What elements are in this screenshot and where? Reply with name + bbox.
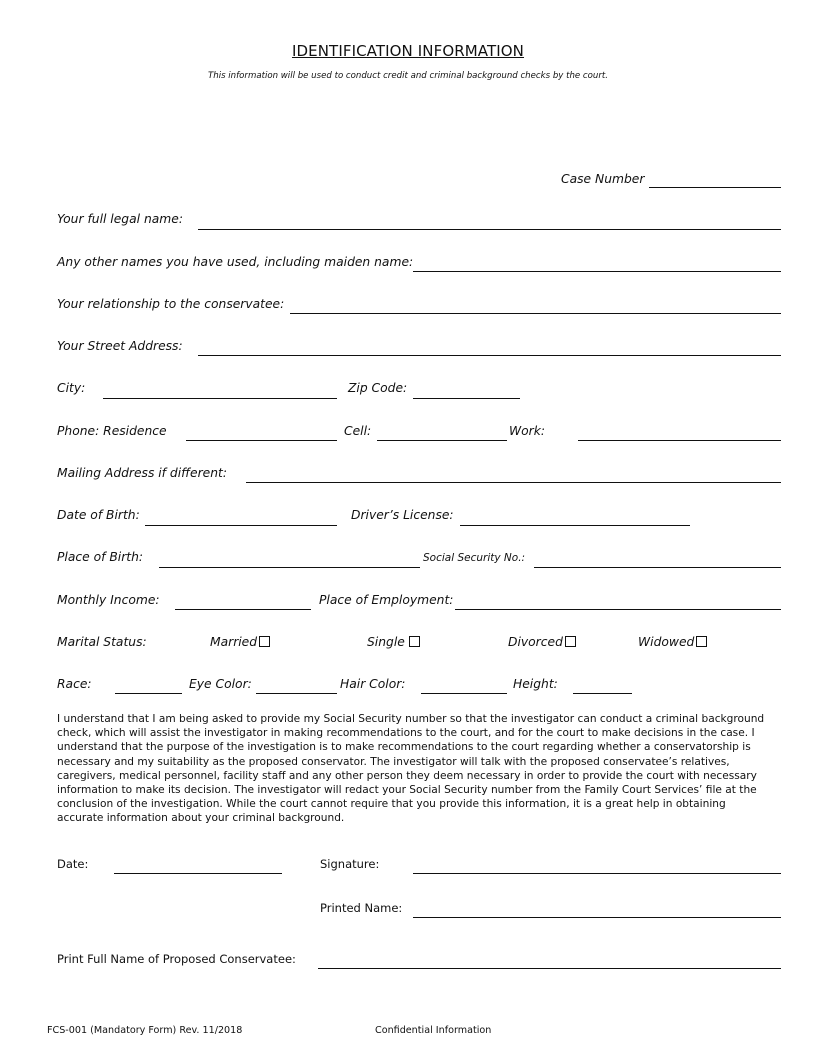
printed-name-label: Printed Name: xyxy=(320,901,403,915)
conservatee-name-label: Print Full Name of Proposed Conservatee: xyxy=(57,952,296,966)
street-address-label: Your Street Address: xyxy=(57,339,183,353)
city-field[interactable] xyxy=(103,398,337,399)
work-field[interactable] xyxy=(578,440,781,441)
form-id: FCS-001 (Mandatory Form) Rev. 11/2018 xyxy=(47,1025,243,1036)
city-label: City: xyxy=(57,381,86,395)
full-legal-name-label: Your full legal name: xyxy=(57,212,183,226)
zip-code-label: Zip Code: xyxy=(348,381,408,395)
relationship-label: Your relationship to the conservatee: xyxy=(57,297,285,311)
date-field[interactable] xyxy=(114,873,282,874)
height-label: Height: xyxy=(513,677,558,691)
other-names-label: Any other names you have used, including maiden name: xyxy=(57,255,414,269)
phone-residence-field[interactable] xyxy=(186,440,337,441)
place-of-birth-field[interactable] xyxy=(159,567,420,568)
single-label: Single xyxy=(367,635,405,649)
relationship-field[interactable] xyxy=(290,313,781,314)
single-checkbox[interactable] xyxy=(409,636,420,647)
social-security-label: Social Security No.: xyxy=(423,552,526,564)
married-label: Married xyxy=(210,635,258,649)
street-address-field[interactable] xyxy=(198,355,781,356)
printed-name-field[interactable] xyxy=(413,917,781,918)
mailing-address-label: Mailing Address if different: xyxy=(57,466,227,480)
drivers-license-label: Driver’s License: xyxy=(351,508,454,522)
married-option[interactable] xyxy=(210,635,270,649)
phone-residence-label: Phone: Residence xyxy=(57,424,167,438)
signature-label: Signature: xyxy=(320,857,380,871)
conservatee-name-field[interactable] xyxy=(318,968,781,969)
race-field[interactable] xyxy=(115,693,182,694)
disclaimer-paragraph: I understand that I am being asked to provide my Social Security number so that the investigator can conduct a criminal background check, which will assist the investigator in making recommendations to the court, and for the court to make decisions in the case. I understand that the purpose of the investigation is to make recommendations to the court regarding whether a conservatorship is necessary and my suitability as the proposed conservator. The investigator will talk with the proposed conservatee’s relatives, caregivers, medical personnel, facility staff and any other person they deem necessary in order to provide the court with necessary information to make its decision. The investigator will redact your Social Security number from the Family Court Services’ file at the conclusion of the investigation. While the court cannot require that you provide this information, it is a great help in obtaining accurate information about your criminal background. xyxy=(57,713,765,825)
case-number-field[interactable] xyxy=(649,187,781,188)
page-subtitle: This information will be used to conduct credit and criminal background checks by the court. xyxy=(208,71,608,81)
confidential-notice: Confidential Information xyxy=(375,1025,492,1036)
work-label: Work: xyxy=(509,424,546,438)
eye-color-field[interactable] xyxy=(256,693,337,694)
case-number-label: Case Number xyxy=(561,172,645,186)
cell-field[interactable] xyxy=(377,440,507,441)
date-label: Date: xyxy=(57,857,89,871)
page-title: IDENTIFICATION INFORMATION xyxy=(291,42,525,60)
widowed-option[interactable] xyxy=(638,635,707,649)
height-field[interactable] xyxy=(573,693,632,694)
zip-code-field[interactable] xyxy=(413,398,520,399)
mailing-address-field[interactable] xyxy=(246,482,781,483)
single-option[interactable] xyxy=(367,635,420,649)
place-of-birth-label: Place of Birth: xyxy=(57,550,144,564)
monthly-income-label: Monthly Income: xyxy=(57,593,160,607)
eye-color-label: Eye Color: xyxy=(189,677,252,691)
cell-label: Cell: xyxy=(344,424,372,438)
full-legal-name-field[interactable] xyxy=(198,229,781,230)
divorced-option[interactable] xyxy=(508,635,576,649)
drivers-license-field[interactable] xyxy=(460,525,690,526)
widowed-checkbox[interactable] xyxy=(696,636,707,647)
hair-color-field[interactable] xyxy=(421,693,507,694)
widowed-label: Widowed xyxy=(638,635,695,649)
date-of-birth-field[interactable] xyxy=(145,525,337,526)
divorced-label: Divorced xyxy=(508,635,563,649)
race-label: Race: xyxy=(57,677,92,691)
marital-status-label: Marital Status: xyxy=(57,635,147,649)
hair-color-label: Hair Color: xyxy=(340,677,406,691)
place-of-employment-label: Place of Employment: xyxy=(319,593,454,607)
monthly-income-field[interactable] xyxy=(175,609,311,610)
divorced-checkbox[interactable] xyxy=(565,636,576,647)
social-security-field[interactable] xyxy=(534,567,781,568)
date-of-birth-label: Date of Birth: xyxy=(57,508,140,522)
signature-field[interactable] xyxy=(413,873,781,874)
place-of-employment-field[interactable] xyxy=(455,609,781,610)
other-names-field[interactable] xyxy=(413,271,781,272)
married-checkbox[interactable] xyxy=(259,636,270,647)
